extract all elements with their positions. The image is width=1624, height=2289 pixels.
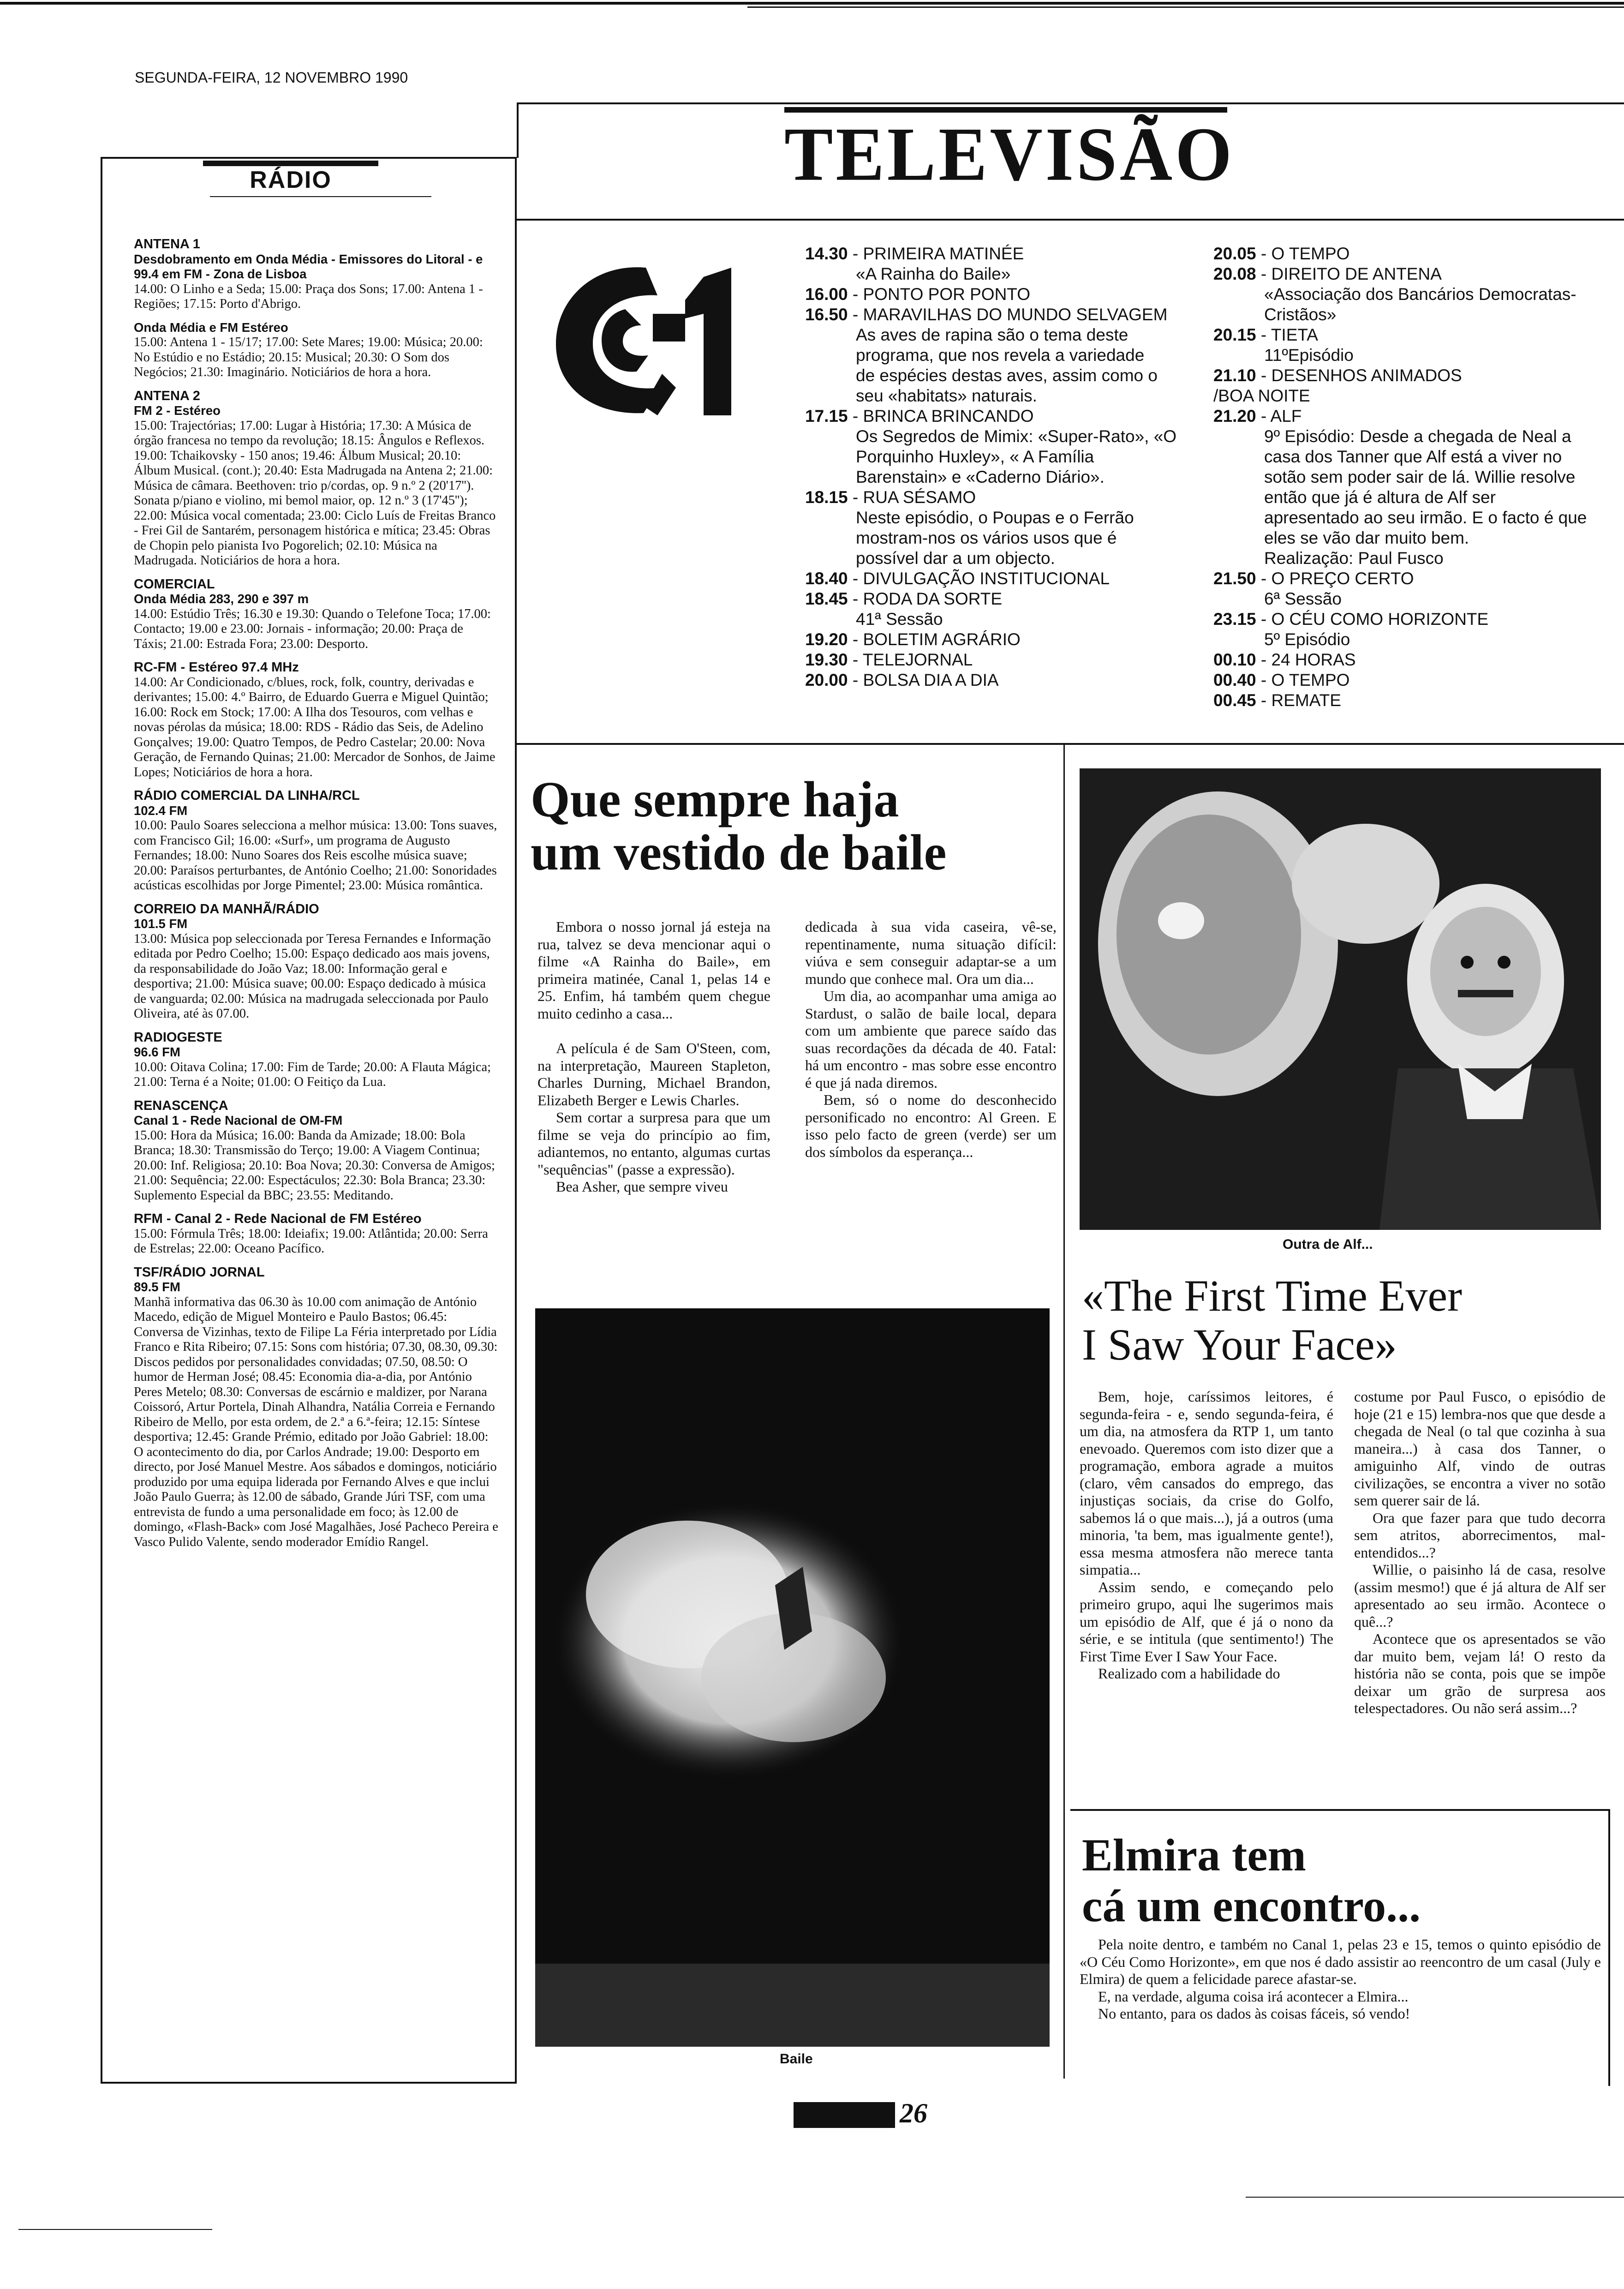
station-name: RENASCENÇA bbox=[134, 1098, 228, 1113]
paragraph: costume por Paul Fusco, o episódio de hoje (21 e 15) lembra-nos que que desde a chegada de Neal (o tal que cozinha à sua maneira...) à casa dos Tanner, o amiguinho Alf, vindo de outras civilizações, se encontra a viver no sotão sem querer sair de lá. bbox=[1354, 1388, 1606, 1509]
station-subtitle: 102.4 FM bbox=[134, 803, 188, 818]
radio-station-rfm bbox=[134, 1211, 498, 1257]
tv-note: 6ª Sessão bbox=[1264, 589, 1342, 608]
tv-note: «A Rainha do Baile» bbox=[856, 264, 1011, 283]
headline-line: Elmira tem bbox=[1082, 1829, 1306, 1881]
tv-item: 20.00 - BOLSA DIA A DIA bbox=[805, 671, 999, 689]
paragraph: Realizado com a habilidade do bbox=[1098, 1665, 1280, 1682]
channel-logo-text: C1 bbox=[657, 428, 663, 433]
headline-line: um vestido de baile bbox=[531, 824, 947, 881]
tv-show: PRIMEIRA MATINÉE bbox=[863, 244, 1024, 263]
tv-item: 19.20 - BOLETIM AGRÁRIO bbox=[805, 630, 1021, 649]
paragraph: E, na verdade, alguma coisa irá acontecer a Elmira... bbox=[1098, 1988, 1409, 2005]
tv-item: 00.40 - O TEMPO bbox=[1213, 671, 1350, 689]
frame-top-line bbox=[517, 102, 1624, 104]
baile-caption: Baile bbox=[780, 2051, 813, 2067]
paragraph: A película é de Sam O'Steen, com, na interpretação, Maureen Stapleton, Charles Durning, Michael Brandon, Elizabeth Berger e Lewis Charles. bbox=[537, 1040, 770, 1109]
tv-item: 19.30 - TELEJORNAL bbox=[805, 650, 973, 669]
station-subtitle: 96.6 FM bbox=[134, 1045, 180, 1059]
article1-col1 bbox=[537, 918, 770, 1196]
tv-show: PONTO POR PONTO bbox=[863, 285, 1031, 304]
paragraph: Bem, hoje, caríssimos leitores, é segunda-feira - e, sendo segunda-feira, é um dia, na atmosfera da RTP 1, um tanto enevoado. Queremos com isto dizer que a programação, embora agrade a muitos (claro, vêm cansados do emprego, das injustiças sociais, da crise do Golfo, sabemos lá o que mais...), já a outros (uma minoria, 'ta bem, mas igualmente gente!), essa mesma atmosfera não merece tanta simpatia... bbox=[1080, 1388, 1333, 1578]
tv-time: 19.30 bbox=[805, 650, 848, 669]
tv-time: 23.15 bbox=[1213, 610, 1256, 629]
station-schedule: 10.00: Oitava Colina; 17.00: Fim de Tarde; 20.00: A Flauta Mágica; 21.00: Terna é a Noite; 01.00: O Feitiço da Lua. bbox=[134, 1060, 491, 1089]
tv-time: 16.50 bbox=[805, 305, 848, 324]
tv-show: REMATE bbox=[1271, 691, 1341, 710]
tv-note: 9º Episódio: Desde a chegada de Neal a casa dos Tanner que Alf está a viver no sotão sem poder sair de lá. Willie resolve então que já é altura de Alf ser apresentado ao seu irmão. E o facto é que eles se vão dar muito bem. bbox=[1264, 427, 1587, 547]
tv-time: 21.10 bbox=[1213, 366, 1256, 385]
tv-time: 00.45 bbox=[1213, 691, 1256, 710]
station-schedule: 15.00: Antena 1 - 15/17; 17.00: Sete Mares; 19.00: Música; 20.00: No Estúdio e no Estádio; 20.15: Musical; 20.30: O Som dos Negócios; 21.30: Imaginário. Noticiários de hora a hora. bbox=[134, 335, 483, 379]
station-name: COMERCIAL bbox=[134, 576, 215, 592]
tv-time: 16.00 bbox=[805, 285, 848, 304]
tv-item: 16.00 - PONTO POR PONTO bbox=[805, 285, 1031, 304]
tv-time: 17.15 bbox=[805, 407, 848, 425]
tv-note: As aves de rapina são o tema deste programa, que nos revela a variedade de espécies destas aves, assim como o seu «habitats» naturais. bbox=[856, 325, 1158, 405]
paragraph: Assim sendo, e começando pelo primeiro grupo, aqui lhe sugerimos mais um episódio de Alf, que é já o nono da série, e se intitula (que sentimento!) The First Time Ever I Saw Your Face. bbox=[1080, 1578, 1333, 1665]
tv-header-line bbox=[517, 219, 1624, 221]
station-schedule: 15.00: Trajectórias; 17.00: Lugar à História; 17.30: A Música de órgão francesa no tempo da revolução; 18.15: Ângulos e Reflexos. 19.00: Tchaikovsky - 150 anos; 19.46: Álbum Musical; 20.10: Álbum Musical. (cont.); 20.40: Esta Madrugada na Antena 2; 21.00: Música de câmara. Beethoven: trio p/cordas, op. 9 n.º 2 (20'17''). Sonata p/piano e violino, mi bemol maior, op. 12 n.º 3 (17'45''); 22.00: Música vocal comentada; 23.00: Ciclo Luís de Freitas Branco - Frei Gil de Santarém, personagem histórica e mítica; 23.45: Obras de Chopin pelo pianista Ivo Pogorelich; 02.10: Música na Madrugada. Noticiários de hora a hora. bbox=[134, 418, 496, 568]
paragraph: Bea Asher, que sempre viveu bbox=[556, 1178, 728, 1195]
tv-show: 24 HORAS bbox=[1271, 650, 1356, 669]
schedule-bottom-line bbox=[517, 743, 1624, 745]
radio-title-bar bbox=[203, 161, 378, 166]
bottom-mark-right bbox=[1246, 2197, 1624, 2198]
radio-section-title: RÁDIO bbox=[250, 167, 332, 193]
tv-time: 20.00 bbox=[805, 671, 848, 689]
paragraph: Um dia, ao acompanhar uma amiga ao Stardust, o salão de baile local, depara com um ambiente que parece saído das suas recordações da década de 40. Fatal: há um encontro - mas sobre esse encontro é que já nada diremos. bbox=[805, 988, 1057, 1091]
tv-item: 23.15 - O CÉU COMO HORIZONTE bbox=[1213, 610, 1489, 629]
tv-note: 5º Episódio bbox=[1264, 630, 1350, 649]
tv-show: DESENHOS ANIMADOS /BOA NOITE bbox=[1213, 366, 1462, 405]
tv-time: 18.40 bbox=[805, 569, 848, 588]
station-subtitle: Onda Média e FM Estéreo bbox=[134, 320, 288, 335]
tv-time: 20.05 bbox=[1213, 244, 1256, 263]
tv-item: 00.45 - REMATE bbox=[1213, 691, 1341, 710]
station-name: ANTENA 2 bbox=[134, 388, 200, 403]
tv-show: MARAVILHAS DO MUNDO SELVAGEM bbox=[863, 305, 1168, 324]
paragraph: Embora o nosso jornal já esteja na rua, talvez se deva mencionar aqui o filme «A Rainha do Baile», em primeira matinée, Canal 1, pelas 14 e 25. Enfim, há também quem chegue muito cedinho a casa... bbox=[537, 918, 770, 1022]
station-name: ANTENA 1 bbox=[134, 237, 200, 252]
paragraph: Ora que fazer para que tudo decorra sem atritos, aborrecimentos, mal-entendidos...? bbox=[1354, 1509, 1606, 1561]
tv-note: Realização: Paul Fusco bbox=[1264, 549, 1444, 568]
alf-photo bbox=[1080, 768, 1601, 1230]
canal1-logo bbox=[537, 249, 777, 434]
tv-item: 20.15 - TIETA bbox=[1213, 325, 1318, 344]
station-subtitle: 101.5 FM bbox=[134, 917, 188, 931]
station-name: RC-FM - Estéreo 97.4 MHz bbox=[134, 660, 299, 675]
station-schedule: 14.00: Ar Condicionado, c/blues, rock, folk, country, derivadas e derivantes; 15.00: 4.º Bairro, de Eduardo Guerra e Miguel Quintão; 16.00: Rock em Stock; 17.00: A Ilha dos Tesouros, com velhas e novas pérolas da música; 18.00: RDS - Rádio das Seis, de Adelino Gonçalves; 19.00: Quatro Tempos, de Pedro Castelar; 20.00: Nova Geração, de Fernando Quinas; 21.00: Mercador de Sonhos, de Jaime Lopes; Noticiários de hora a hora. bbox=[134, 675, 496, 779]
tv-show: BOLSA DIA A DIA bbox=[863, 671, 999, 689]
tv-schedule-col1 bbox=[805, 244, 1188, 690]
headline-line: cá um encontro... bbox=[1082, 1880, 1421, 1931]
station-schedule: 15.00: Fórmula Três; 18.00: Ideiafix; 19.00: Atlântida; 20.00: Serra de Estrelas; 22.00: Oceano Pacífico. bbox=[134, 1226, 488, 1256]
article2-headline bbox=[1082, 1271, 1608, 1369]
article3-headline bbox=[1082, 1830, 1599, 1931]
station-name: RÁDIO COMERCIAL DA LINHA/RCL bbox=[134, 788, 360, 803]
station-subtitle: Canal 1 - Rede Nacional de OM-FM bbox=[134, 1113, 343, 1127]
tv-item: 21.50 - O PREÇO CERTO bbox=[1213, 569, 1414, 588]
tv-show: RUA SÉSAMO bbox=[863, 488, 976, 507]
station-schedule: 13.00: Música pop seleccionada por Teresa Fernandes e Informação editada por Pedro Coelho; 15.00: Espaço dedicado aos mais jovens, da responsabilidade do João Vaz; 18.00: Informação geral e desportiva; 21.00: Música suave; 00.00: Espaço dedicado à música de vanguarda; 02.00: Música na madrugada seleccionada por Paulo Oliveira, até às 07.00. bbox=[134, 931, 491, 1021]
tv-item: 21.10 - DESENHOS ANIMADOS /BOA NOITE bbox=[1213, 366, 1462, 405]
article1-col2 bbox=[805, 918, 1057, 1161]
station-name: CORREIO DA MANHÃ/RÁDIO bbox=[134, 901, 319, 917]
tv-note: 11ºEpisódio bbox=[1264, 346, 1354, 365]
column-divider bbox=[1063, 745, 1065, 2079]
tv-note: Neste episódio, o Poupas e o Ferrão mostram-nos os vários usos que é possível dar a um objecto. bbox=[856, 508, 1134, 568]
radio-station-antena2 bbox=[134, 389, 498, 569]
article1-headline bbox=[531, 773, 1047, 879]
paragraph: Willie, o paisinho lá de casa, resolve (assim mesmo!) que é já altura de Alf ser apresentado ao seu irmão. Acontece o quê...? bbox=[1354, 1561, 1606, 1630]
station-subtitle: Onda Média 283, 290 e 397 m bbox=[134, 592, 309, 606]
station-schedule: 10.00: Paulo Soares selecciona a melhor música: 13.00: Tons suaves, com Francisco Gil; 16.00: «Surf», um programa de Augusto Fernandes; 18.00: Nuno Soares dos Reis escolhe música suave; 20.00: Paraísos perturbantes, de António Coelho; 21.00: Sonoridades acústicas escolhidas por Jorge Pimentel; 23.00: Música romântica. bbox=[134, 818, 497, 893]
tv-show: O PREÇO CERTO bbox=[1271, 569, 1414, 588]
alf-image bbox=[1080, 768, 1601, 1230]
tv-item: 18.45 - RODA DA SORTE bbox=[805, 589, 1003, 608]
tv-time: 21.50 bbox=[1213, 569, 1256, 588]
station-subtitle: 89.5 FM bbox=[134, 1280, 180, 1294]
paragraph: Acontece que os apresentados se vão dar muito bem, vejam lá! O resto da história não se conta, pois que se impõe deixar um grão de surpresa aos telespectadores. Ou não será assim...? bbox=[1354, 1630, 1606, 1716]
page-date: SEGUNDA-FEIRA, 12 NOVEMBRO 1990 bbox=[135, 69, 408, 86]
station-subtitle: Desdobramento em Onda Média - Emissores do Litoral - e 99.4 em FM - Zona de Lisboa bbox=[134, 252, 483, 281]
paragraph: No entanto, para os dados às coisas fáceis, só vendo! bbox=[1098, 2005, 1410, 2022]
tv-item: 16.50 - MARAVILHAS DO MUNDO SELVAGEM bbox=[805, 305, 1168, 324]
article2-col2 bbox=[1354, 1388, 1606, 1717]
top-rule-thin bbox=[747, 6, 1624, 8]
paragraph: Bem, só o nome do desconhecido personificado no encontro: Al Green. E isso pelo facto de green (verde) ser um dos símbolos da esperança... bbox=[805, 1091, 1057, 1160]
frame-left-line bbox=[517, 102, 519, 158]
tv-note: «Associação dos Bancários Democratas-Cristãos» bbox=[1264, 285, 1576, 324]
radio-station-radiogeste bbox=[134, 1030, 498, 1090]
radio-station-om-fm bbox=[134, 320, 498, 380]
tv-show: BOLETIM AGRÁRIO bbox=[863, 630, 1021, 649]
tv-show: DIVULGAÇÃO INSTITUCIONAL bbox=[863, 569, 1110, 588]
radio-station-renascenca bbox=[134, 1098, 498, 1204]
radio-listings bbox=[134, 228, 498, 1550]
tv-time: 21.20 bbox=[1213, 407, 1256, 425]
tv-note: 41ª Sessão bbox=[856, 610, 943, 629]
station-name: RADIOGESTE bbox=[134, 1030, 222, 1045]
tv-time: 18.15 bbox=[805, 488, 848, 507]
tv-show: O CÉU COMO HORIZONTE bbox=[1271, 610, 1489, 629]
tv-show: BRINCA BRINCANDO bbox=[863, 407, 1034, 425]
tv-show: TIETA bbox=[1271, 325, 1318, 344]
tv-item: 18.40 - DIVULGAÇÃO INSTITUCIONAL bbox=[805, 569, 1110, 588]
dancers-image bbox=[535, 1308, 1050, 2047]
bottom-mark-left bbox=[18, 2229, 212, 2230]
tv-item: 14.30 - PRIMEIRA MATINÉE bbox=[805, 244, 1024, 263]
headline-line: «The First Time Ever bbox=[1082, 1271, 1463, 1320]
headline-line: Que sempre haja bbox=[531, 771, 899, 827]
radio-station-tsf bbox=[134, 1265, 498, 1550]
article2-col1 bbox=[1080, 1388, 1333, 1683]
tv-time: 20.08 bbox=[1213, 264, 1256, 283]
tv-note: Os Segredos de Mimix: «Super-Rato», «O Porquinho Huxley», « A Família Barenstain» e «Caderno Diário». bbox=[856, 427, 1177, 486]
station-name: TSF/RÁDIO JORNAL bbox=[134, 1264, 265, 1280]
radio-station-rc-fm bbox=[134, 660, 498, 780]
tv-item: 20.05 - O TEMPO bbox=[1213, 244, 1350, 263]
top-rule bbox=[0, 2, 1624, 5]
paragraph: Pela noite dentro, e também no Canal 1, pelas 23 e 15, temos o quinto episódio de «O Céu Como Horizonte», em que nos é dado assistir ao reencontro de um casal (July e Elmira) de quem a felicidade parece afastar-se. bbox=[1080, 1936, 1601, 1987]
radio-station-correio-manha bbox=[134, 902, 498, 1022]
tv-time: 18.45 bbox=[805, 589, 848, 608]
station-name: RFM - Canal 2 - Rede Nacional de FM Estéreo bbox=[134, 1211, 422, 1226]
station-schedule: 14.00: Estúdio Três; 16.30 e 19.30: Quando o Telefone Toca; 17.00: Contacto; 19.00 e 23.00: Jornais - informação; 20.00: Praça de Táxis; 21.00: Estrada Fora; 23.00: Desporto. bbox=[134, 606, 491, 651]
radio-station-rcl bbox=[134, 788, 498, 893]
tv-item: 00.10 - 24 HORAS bbox=[1213, 650, 1356, 669]
tv-show: O TEMPO bbox=[1271, 244, 1350, 263]
tv-item: 20.08 - DIREITO DE ANTENA bbox=[1213, 264, 1442, 283]
station-schedule: Manhã informativa das 06.30 às 10.00 com animação de António Macedo, edição de Miguel Monteiro e Paulo Bastos; 06.45: Conversa de Vizinhas, texto de Filipe La Féria interpretado por Lídia Franco e Rita Ribeiro; 07.15: Sons com história; 07.30, 08.30, 09.30: Discos pedidos por personalidades convidadas; 07.50, 08.50: O humor de Herman José; 08.45: Economia dia-a-dia, por António Peres Metelo; 08.30: Conversas de escárnio e maldizer, por Narana Coissoró, Artur Portela, Dinah Alhandra, Natália Correia e Fernando Ribeiro de Mello, por esta ordem, de 2.ª a 6.ª-feira; 12.15: Síntese desportiva; 12.45: Grande Prémio, editado por João Gabriel: 18.00: O acontecimento do dia, por Carlos Andrade; 19.00: Desporto em directo, por José Manuel Mestre. Aos sábados e domingos, noticiário produzido por uma equipa liderada por Fernando Alves e que inclui João Paulo Guerra; às 12.00 de sábado, Grande Júri TSF, com uma entrevista de fundo a uma personalidade em foco; às 12.00 de domingo, «Flash-Back» com José Magalhães, José Pacheco Pereira e Vasco Pulido Valente, sendo moderador Emídio Rangel. bbox=[134, 1294, 498, 1549]
tv-item: 21.20 - ALF bbox=[1213, 407, 1302, 425]
tv-section-title: TELEVISÃO bbox=[784, 112, 1235, 197]
tv-item: 17.15 - BRINCA BRINCANDO bbox=[805, 407, 1034, 425]
tv-time: 00.10 bbox=[1213, 650, 1256, 669]
radio-title-underline bbox=[210, 196, 431, 197]
headline-line: I Saw Your Face» bbox=[1082, 1320, 1397, 1369]
tv-time: 14.30 bbox=[805, 244, 848, 263]
tv-time: 00.40 bbox=[1213, 671, 1256, 689]
paragraph: Sem cortar a surpresa para que um filme se veja do princípio ao fim, adiantemos, no entanto, algumas curtas "sequências" (passe a expressão). bbox=[537, 1109, 770, 1178]
station-schedule: 15.00: Hora da Música; 16.00: Banda da Amizade; 18.00: Bola Branca; 18.30: Transmissão do Terço; 19.00: A Viagem Continua; 20.00: Inf. Religiosa; 20.10: Boa Nova; 20.30: Conversa de Amigos; 21.00: Sequência; 22.00: Espectáculos; 22.30: Bola Branca; 23.30: Suplemento Especial da BBC; 23.55: Meditando. bbox=[134, 1128, 495, 1203]
radio-station-comercial bbox=[134, 577, 498, 652]
tv-show: ALF bbox=[1270, 407, 1302, 425]
tv-show: TELEJORNAL bbox=[862, 650, 973, 669]
tv-item: 18.15 - RUA SÉSAMO bbox=[805, 488, 976, 507]
station-subtitle: FM 2 - Estéreo bbox=[134, 403, 221, 418]
tv-schedule-col2 bbox=[1213, 244, 1596, 711]
tv-show: O TEMPO bbox=[1271, 671, 1350, 689]
paragraph: dedicada à sua vida caseira, vê-se, repentinamente, numa situação difícil: viúva e sem conseguir adaptar-se a um mundo que conhece mal. Ora um dia... bbox=[805, 918, 1057, 987]
page-number: 26 bbox=[900, 2098, 927, 2128]
tv-show: RODA DA SORTE bbox=[863, 589, 1003, 608]
tv-time: 20.15 bbox=[1213, 325, 1256, 344]
article3-body bbox=[1080, 1936, 1601, 2023]
footer-logo bbox=[794, 2102, 895, 2128]
station-schedule: 14.00: O Linho e a Seda; 15.00: Praça dos Sons; 17.00: Antena 1 - Regiões; 17.15: Porto d'Abrigo. bbox=[134, 282, 483, 311]
radio-station-antena1 bbox=[134, 237, 498, 312]
baile-photo bbox=[535, 1308, 1050, 2047]
alf-caption: Outra de Alf... bbox=[1283, 1237, 1373, 1252]
tv-show: DIREITO DE ANTENA bbox=[1271, 264, 1442, 283]
tv-time: 19.20 bbox=[805, 630, 848, 649]
